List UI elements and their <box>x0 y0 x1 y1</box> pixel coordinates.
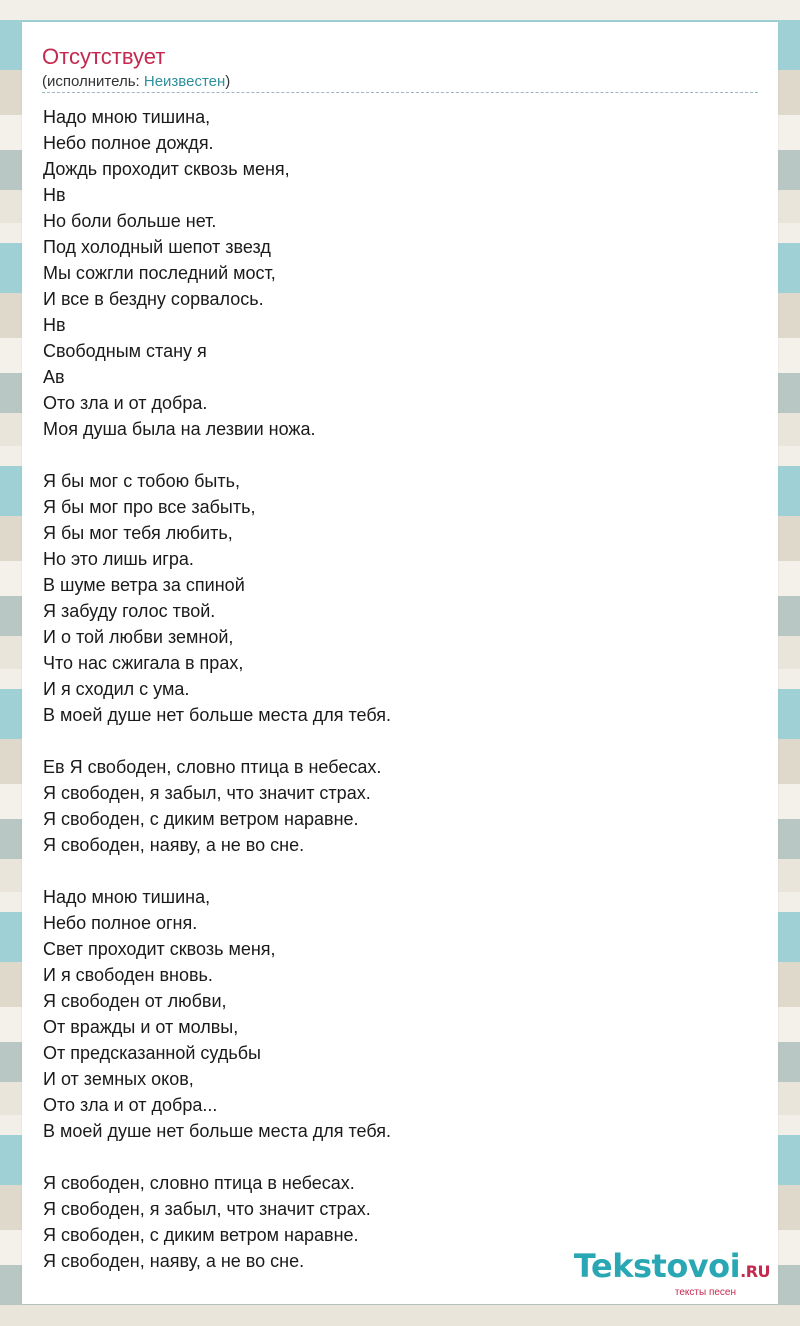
lyric-line: Я свободен, с диким ветром наравне. <box>43 809 359 829</box>
lyric-line: В моей душе нет больше места для тебя. <box>43 705 391 725</box>
lyric-line: Ото зла и от добра... <box>43 1095 218 1115</box>
lyric-line: Мы сожгли последний мост, <box>43 263 276 283</box>
lyric-line: И я сходил с ума. <box>43 679 190 699</box>
lyric-line: Ев Я свободен, словно птица в небесах. <box>43 757 382 777</box>
performer-prefix: (исполнитель: <box>42 73 144 90</box>
performer-suffix: ) <box>225 73 231 90</box>
lyric-line: Надо мною тишина, <box>43 887 211 907</box>
lyric-line: Ото зла и от добра. <box>43 393 208 413</box>
logo-tld: .RU <box>740 1262 770 1281</box>
stanza-break <box>43 728 759 754</box>
lyric-line: Свободным стану я <box>43 341 207 361</box>
lyric-line: И от земных оков, <box>43 1069 194 1089</box>
lyric-line: Дождь проходит сквозь меня, <box>43 159 290 179</box>
lyric-line: Под холодный шепот звезд <box>43 237 271 257</box>
performer-link[interactable]: Неизвестен <box>143 73 226 90</box>
performer-line <box>42 73 758 93</box>
lyric-line: Я бы мог тебя любить, <box>43 523 233 543</box>
lyric-line: Но боли больше нет. <box>43 211 217 231</box>
lyric-line: Небо полное дождя. <box>43 133 214 153</box>
lyrics-text <box>43 104 759 1274</box>
lyric-line: Надо мною тишина, <box>43 107 211 127</box>
lyric-line: Свет проходит сквозь меня, <box>43 939 276 959</box>
lyric-line: От вражды и от молвы, <box>43 1017 239 1037</box>
lyric-line: От предсказанной судьбы <box>43 1043 261 1063</box>
lyric-line: Я свободен от любви, <box>43 991 227 1011</box>
stanza-break <box>43 1144 759 1170</box>
song-title: Отсутствует <box>42 44 166 69</box>
lyric-line: Нв <box>43 315 66 335</box>
lyric-line: Я свободен, я забыл, что значит страх. <box>43 1199 371 1219</box>
lyric-line: Я свободен, с диким ветром наравне. <box>43 1225 359 1245</box>
lyric-line: И все в бездну сорвалось. <box>43 289 264 309</box>
logo-tagline: тексты песен <box>674 1287 736 1298</box>
stanza-break <box>43 442 759 468</box>
lyric-line: Нв <box>43 185 66 205</box>
lyric-line: Я забуду голос твой. <box>43 601 216 621</box>
lyric-line: Ав <box>43 367 65 387</box>
lyric-line: Я бы мог про все забыть, <box>43 497 256 517</box>
lyric-line: И о той любви земной, <box>43 627 234 647</box>
lyric-line: Я свободен, наяву, а не во сне. <box>43 835 305 855</box>
lyric-line: Я свободен, наяву, а не во сне. <box>43 1251 305 1271</box>
lyric-line: И я свободен вновь. <box>43 965 213 985</box>
lyric-line: Я свободен, я забыл, что значит страх. <box>43 783 371 803</box>
lyric-line: Я свободен, словно птица в небесах. <box>43 1173 355 1193</box>
site-logo[interactable] <box>574 1249 770 1298</box>
lyric-line: Что нас сжигала в прах, <box>43 653 244 673</box>
stanza-break <box>43 858 759 884</box>
lyric-line: Я бы мог с тобою быть, <box>43 471 240 491</box>
lyric-line: Небо полное огня. <box>43 913 198 933</box>
lyric-line: В моей душе нет больше места для тебя. <box>43 1121 391 1141</box>
lyric-line: В шуме ветра за спиной <box>43 575 245 595</box>
lyrics-card <box>22 22 778 1304</box>
lyric-line: Но это лишь игра. <box>43 549 194 569</box>
lyric-line: Моя душа была на лезвии ножа. <box>43 419 316 439</box>
logo-name: Tekstovoi <box>573 1247 741 1285</box>
